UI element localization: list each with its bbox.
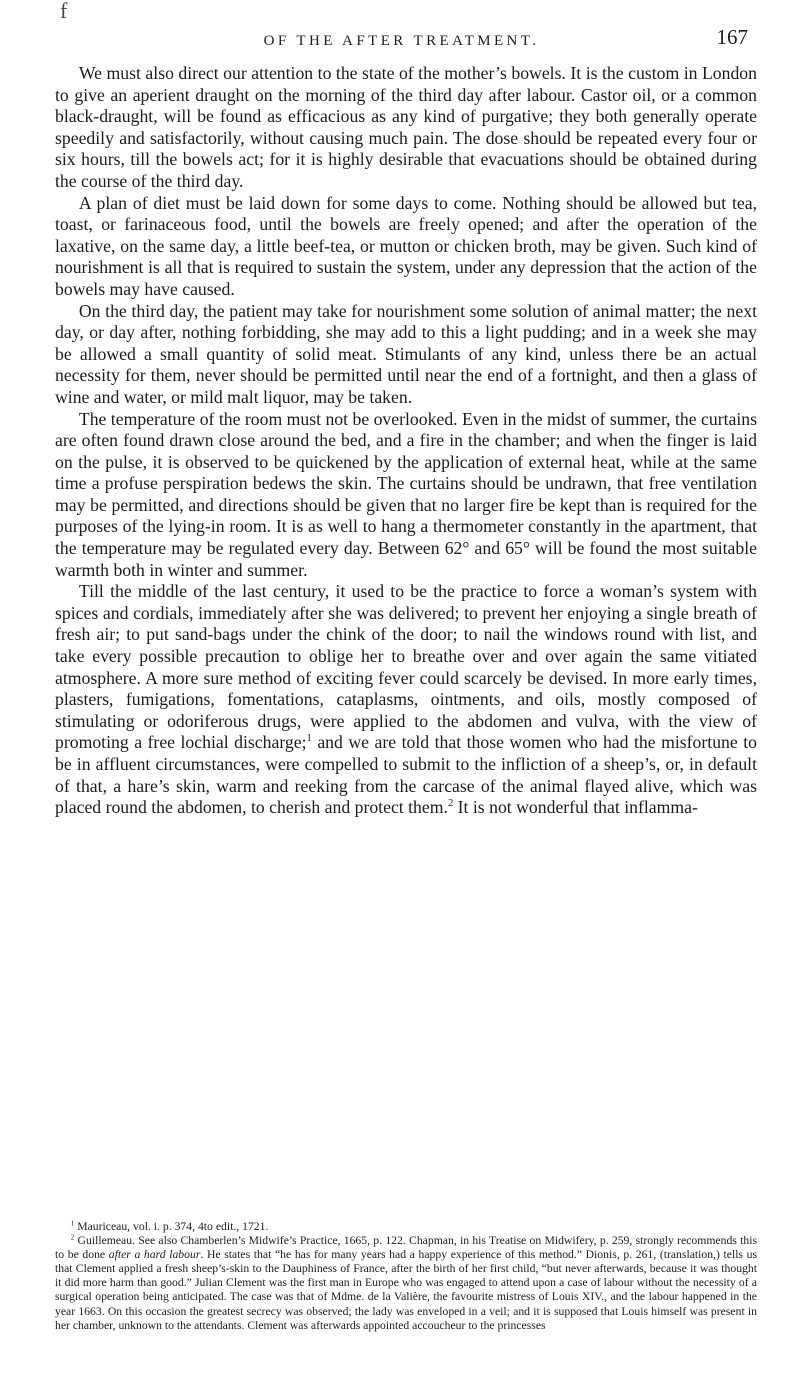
footnote-2-text-2: . He states that “he has for many years had a happy experience of this method.” Dionis, p. 261, (translation,) tells us that Clement applied a fresh sheep’s-skin to the Dauphiness of France, after the birth of her first child, “but never afterwards, because it was thought it did more harm than good.” Julian Clement was the first man in Europe who was engaged to attend upon a case of labour without the necessity of a surgical operation being anticipated. The case was that of Mdme. de la Valière, the favourite mistress of Louis XIV., and the labour happened in the year 1663. On this occasion the greatest secrecy was observed; the lady was enveloped in a veil; and it is supposed that Louis himself was present in her chamber, unknown to the attendants. Clement was afterwards appointed accoucheur to the princesses [55,1248,758,1332]
page-number: 167 [716,25,748,49]
stray-mark: f [60,0,68,23]
paragraph-history-text-1: Till the middle of the last century, it used to be the practice to force a woman’s system with spices and cordials, immediately after she was delivered; to prevent her enjoying a single breath of fresh air; to put sand-bags under the chink of the door; to nail the windows round with list, and take every possible precaution to oblige her to breathe over and over again the same vitiated atmosphere. A more sure method of exciting fever could scarcely be devised. In more early times, plasters, fumigations, fomentations, cataplasms, ointments, and oils, mostly composed of stimulating or odoriferous drugs, were applied to the abdomen and vulva, with the view of promoting a free lochial discharge; [55,581,757,753]
footnote-2-text-1: Guillemeau. See also Chamberlen’s Midwife’s Practice, 1665, p. 122. Chapman, in his Treatise on Midwifery, p. 259, strongly recommends this to be done [55,1234,757,1262]
paragraph-diet: A plan of diet must be laid down for some days to come. Nothing should be allowed but tea, toast, or farinaceous food, until the bowels are freely opened; and after the operation of the laxative, on the same day, a little beef-tea, or mutton or chicken broth, may be given. Such kind of nourishment is all that is required to sustain the system, under any depression that the action of the bowels may have caused. [55,192,757,299]
footnote-2-emphasis: after a hard labour [108,1248,201,1262]
running-head [55,20,748,50]
footnotes [55,1220,757,1333]
paragraph-history [55,581,757,819]
footnote-reference-1: 1 [306,733,312,745]
footnote-2 [55,1234,757,1333]
footnote-mark-1: 1 [70,1219,75,1228]
running-title: OF THE AFTER TREATMENT. [263,33,540,49]
body-text [55,63,757,819]
footnote-1-text: Mauriceau, vol. i. p. 374, 4to edit., 1721. [74,1220,269,1233]
paragraph-nourishment: On the third day, the patient may take for nourishment some solution of animal matter; the next day, or day after, nothing forbidding, she may add to this a light pudding; and in a week she may be allowed a small quantity of solid meat. Stimulants of any kind, unless there be an actual necessity for them, never should be permitted until near the end of a fortnight, and then a glass of wine and water, or mild malt liquor, may be taken. [55,300,757,407]
paragraph-bowels: We must also direct our attention to the state of the mother’s bowels. It is the custom in London to give an aperient draught on the morning of the third day after labour. Castor oil, or a common black-draught, will be found as efficacious as any kind of purgative; they both generally operate speedily and satisfactorily, without causing much pain. The dose should be repeated every four or six hours, till the bowels act; for it is highly desirable that evacuations should be obtained during the course of the third day. [55,63,757,191]
paragraph-history-text-3: It is not wonderful that inflamma- [453,797,698,818]
paragraph-temperature: The temperature of the room must not be overlooked. Even in the midst of summer, the curtains are often found drawn close around the bed, and a fire in the chamber; and when the finger is laid on the pulse, it is observed to be quickened by the application of external heat, while at the same time a profuse perspiration bedews the skin. The curtains should be undrawn, that free ventilation may be permitted, and directions should be given that no larger fire be kept than is required for the purposes of the lying-in room. It is as well to hang a thermometer constantly in the apartment, that the temperature may be regulated every day. Between 62° and 65° will be found the most suitable warmth both in winter and summer. [55,408,758,580]
footnote-mark-2: 2 [70,1233,75,1242]
footnote-1 [55,1220,757,1234]
paragraph-history-text-2: and we are told that those women who had the misfortune to be in affluent circumstances, were compelled to submit to the infliction of a sheep’s, or, in default of that, a hare’s skin, warm and reeking from the carcase of the animal flayed alive, which was placed round the abdomen, to cherish and protect them. [55,732,757,818]
footnote-reference-2: 2 [447,798,454,810]
